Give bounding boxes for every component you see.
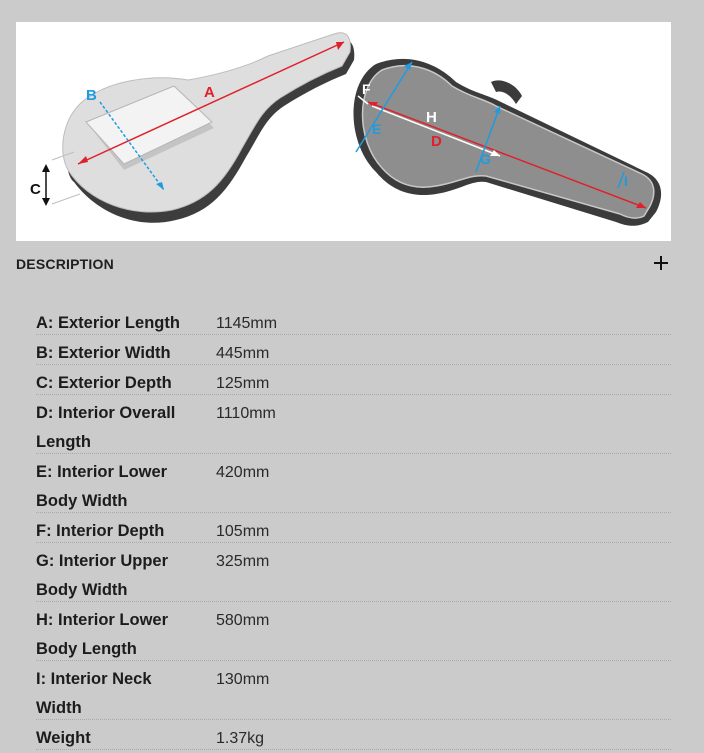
spec-value: 125mm <box>216 375 270 392</box>
spec-value: 105mm <box>216 523 270 540</box>
letter-h: H <box>426 109 437 126</box>
spec-row <box>36 454 671 513</box>
spec-label: D: Interior Overall Length <box>36 404 176 451</box>
description-header[interactable] <box>16 250 672 280</box>
closed-case-illustration <box>52 33 354 223</box>
spec-label: B: Exterior Width <box>36 344 171 362</box>
spec-label: I: Interior Neck Width <box>36 670 152 717</box>
dimension-diagram <box>16 22 671 241</box>
spec-value: 1.37kg <box>216 730 265 747</box>
spec-value: 1110mm <box>216 405 276 422</box>
spec-value: 580mm <box>216 612 270 629</box>
spec-label: E: Interior Lower Body Width <box>36 463 168 510</box>
spec-label: C: Exterior Depth <box>36 374 172 392</box>
letter-d: D <box>431 133 442 150</box>
letter-a: A <box>204 84 215 101</box>
spec-row <box>36 335 671 365</box>
spec-value: 1145mm <box>216 315 278 332</box>
letter-i: I <box>624 173 628 189</box>
letter-e: E <box>372 121 382 137</box>
spec-label: H: Interior Lower Body Length <box>36 611 169 658</box>
letter-b: B <box>86 87 97 104</box>
spec-label: A: Exterior Length <box>36 314 180 332</box>
spec-row <box>36 365 671 395</box>
spec-value: 445mm <box>216 345 270 362</box>
description-title: DESCRIPTION <box>16 256 114 272</box>
spec-value: 325mm <box>216 553 270 570</box>
spec-label: Weight <box>36 729 91 747</box>
spec-value: 130mm <box>216 671 270 688</box>
plus-icon[interactable] <box>650 252 672 274</box>
spec-row <box>36 720 671 750</box>
specs-table <box>36 305 671 750</box>
letter-f: F <box>362 81 371 97</box>
letter-g: G <box>480 151 491 167</box>
spec-row <box>36 602 671 661</box>
spec-row <box>36 513 671 543</box>
letter-c: C <box>30 181 41 198</box>
open-case-illustration <box>354 59 662 226</box>
spec-value: 420mm <box>216 464 270 481</box>
spec-row <box>36 543 671 602</box>
spec-row <box>36 305 671 335</box>
spec-label: G: Interior Upper Body Width <box>36 552 169 599</box>
spec-row <box>36 395 671 454</box>
spec-row <box>36 661 671 720</box>
spec-label: F: Interior Depth <box>36 522 165 540</box>
